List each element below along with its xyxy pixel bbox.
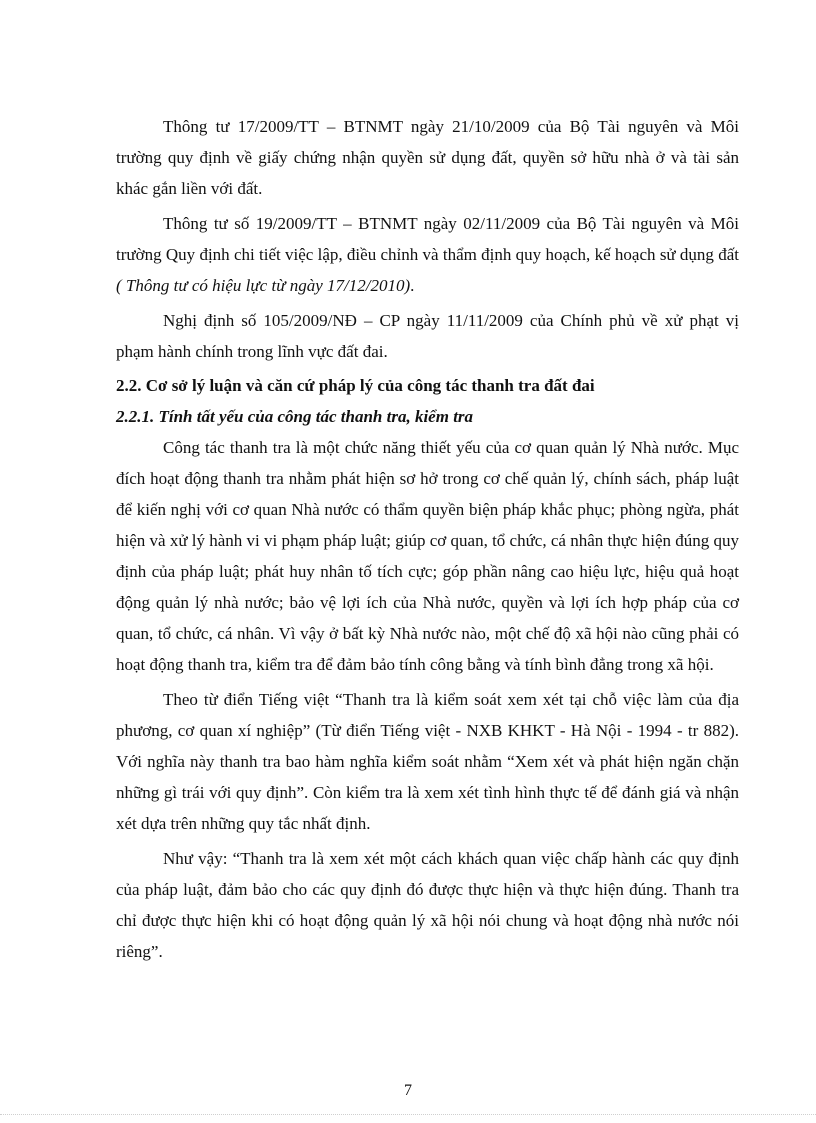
paragraph-inspection-function: Công tác thanh tra là một chức năng thiết yếu của cơ quan quản lý Nhà nước. Mục đích hoạt động thanh tra nhằm phát hiện sơ hở trong cơ chế quản lý, chính sách, pháp luật để kiến nghị với cơ quan Nhà nước có thẩm quyền biện pháp khắc phục; phòng ngừa, phát hiện và xử lý hành vi vi phạm pháp luật; giúp cơ quan, tổ chức, cá nhân thực hiện đúng quy định của pháp luật; phát huy nhân tố tích cực; góp phần nâng cao hiệu lực, hiệu quả hoạt động quản lý nhà nước; bảo vệ lợi ích của Nhà nước, quyền và lợi ích hợp pháp của cơ quan, tổ chức, cá nhân. Vì vậy ở bất kỳ Nhà nước nào, một chế độ xã hội nào cũng phải có hoạt động thanh tra, kiểm tra để đảm bảo tính công bằng và tính bình đẳng trong xã hội.: [116, 438, 739, 674]
page-content: [116, 111, 739, 967]
page-bottom-divider: [0, 1114, 816, 1115]
paragraph-end-period: .: [410, 276, 415, 295]
paragraph-circular-19: [116, 208, 739, 301]
page-number: 7: [404, 1082, 412, 1099]
paragraph-conclusion: Như vậy: “Thanh tra là xem xét một cách khách quan việc chấp hành các quy định của pháp luật, đảm bảo cho các quy định đó được thực hiện và thực hiện đúng. Thanh tra chỉ được thực hiện khi có hoạt động quản lý xã hội nói chung và hoạt động nhà nước nói riêng”.: [116, 849, 739, 961]
subsection-heading: 2.2.1. Tính tất yếu của công tác thanh tra, kiểm tra: [116, 407, 474, 426]
effective-date-note: ( Thông tư có hiệu lực từ ngày 17/12/2010): [116, 276, 411, 295]
paragraph-circular-17: Thông tư 17/2009/TT – BTNMT ngày 21/10/2009 của Bộ Tài nguyên và Môi trường quy định về giấy chứng nhận quyền sử dụng đất, quyền sở hữu nhà ở và tài sản khác gắn liền với đất.: [116, 117, 739, 198]
section-heading: 2.2. Cơ sở lý luận và căn cứ pháp lý của công tác thanh tra đất đai: [116, 376, 595, 395]
paragraph-decree-105: Nghị định số 105/2009/NĐ – CP ngày 11/11/2009 của Chính phủ về xử phạt vị phạm hành chính trong lĩnh vực đất đai.: [116, 311, 739, 361]
paragraph-dictionary-definition: Theo từ điển Tiếng việt “Thanh tra là kiểm soát xem xét tại chỗ việc làm của địa phương, cơ quan xí nghiệp” (Từ điển Tiếng việt - NXB KHKT - Hà Nội - 1994 - tr 882). Với nghĩa này thanh tra bao hàm nghĩa kiểm soát nhằm “Xem xét và phát hiện ngăn chặn những gì trái với quy định”. Còn kiểm tra là xem xét tình hình thực tế để đánh giá và nhận xét dựa trên những quy tắc nhất định.: [116, 690, 739, 833]
paragraph-circular-19-text: Thông tư số 19/2009/TT – BTNMT ngày 02/11/2009 của Bộ Tài nguyên và Môi trường Quy định chi tiết việc lập, điều chỉnh và thẩm định quy hoạch, kế hoạch sử dụng đất: [116, 214, 739, 264]
